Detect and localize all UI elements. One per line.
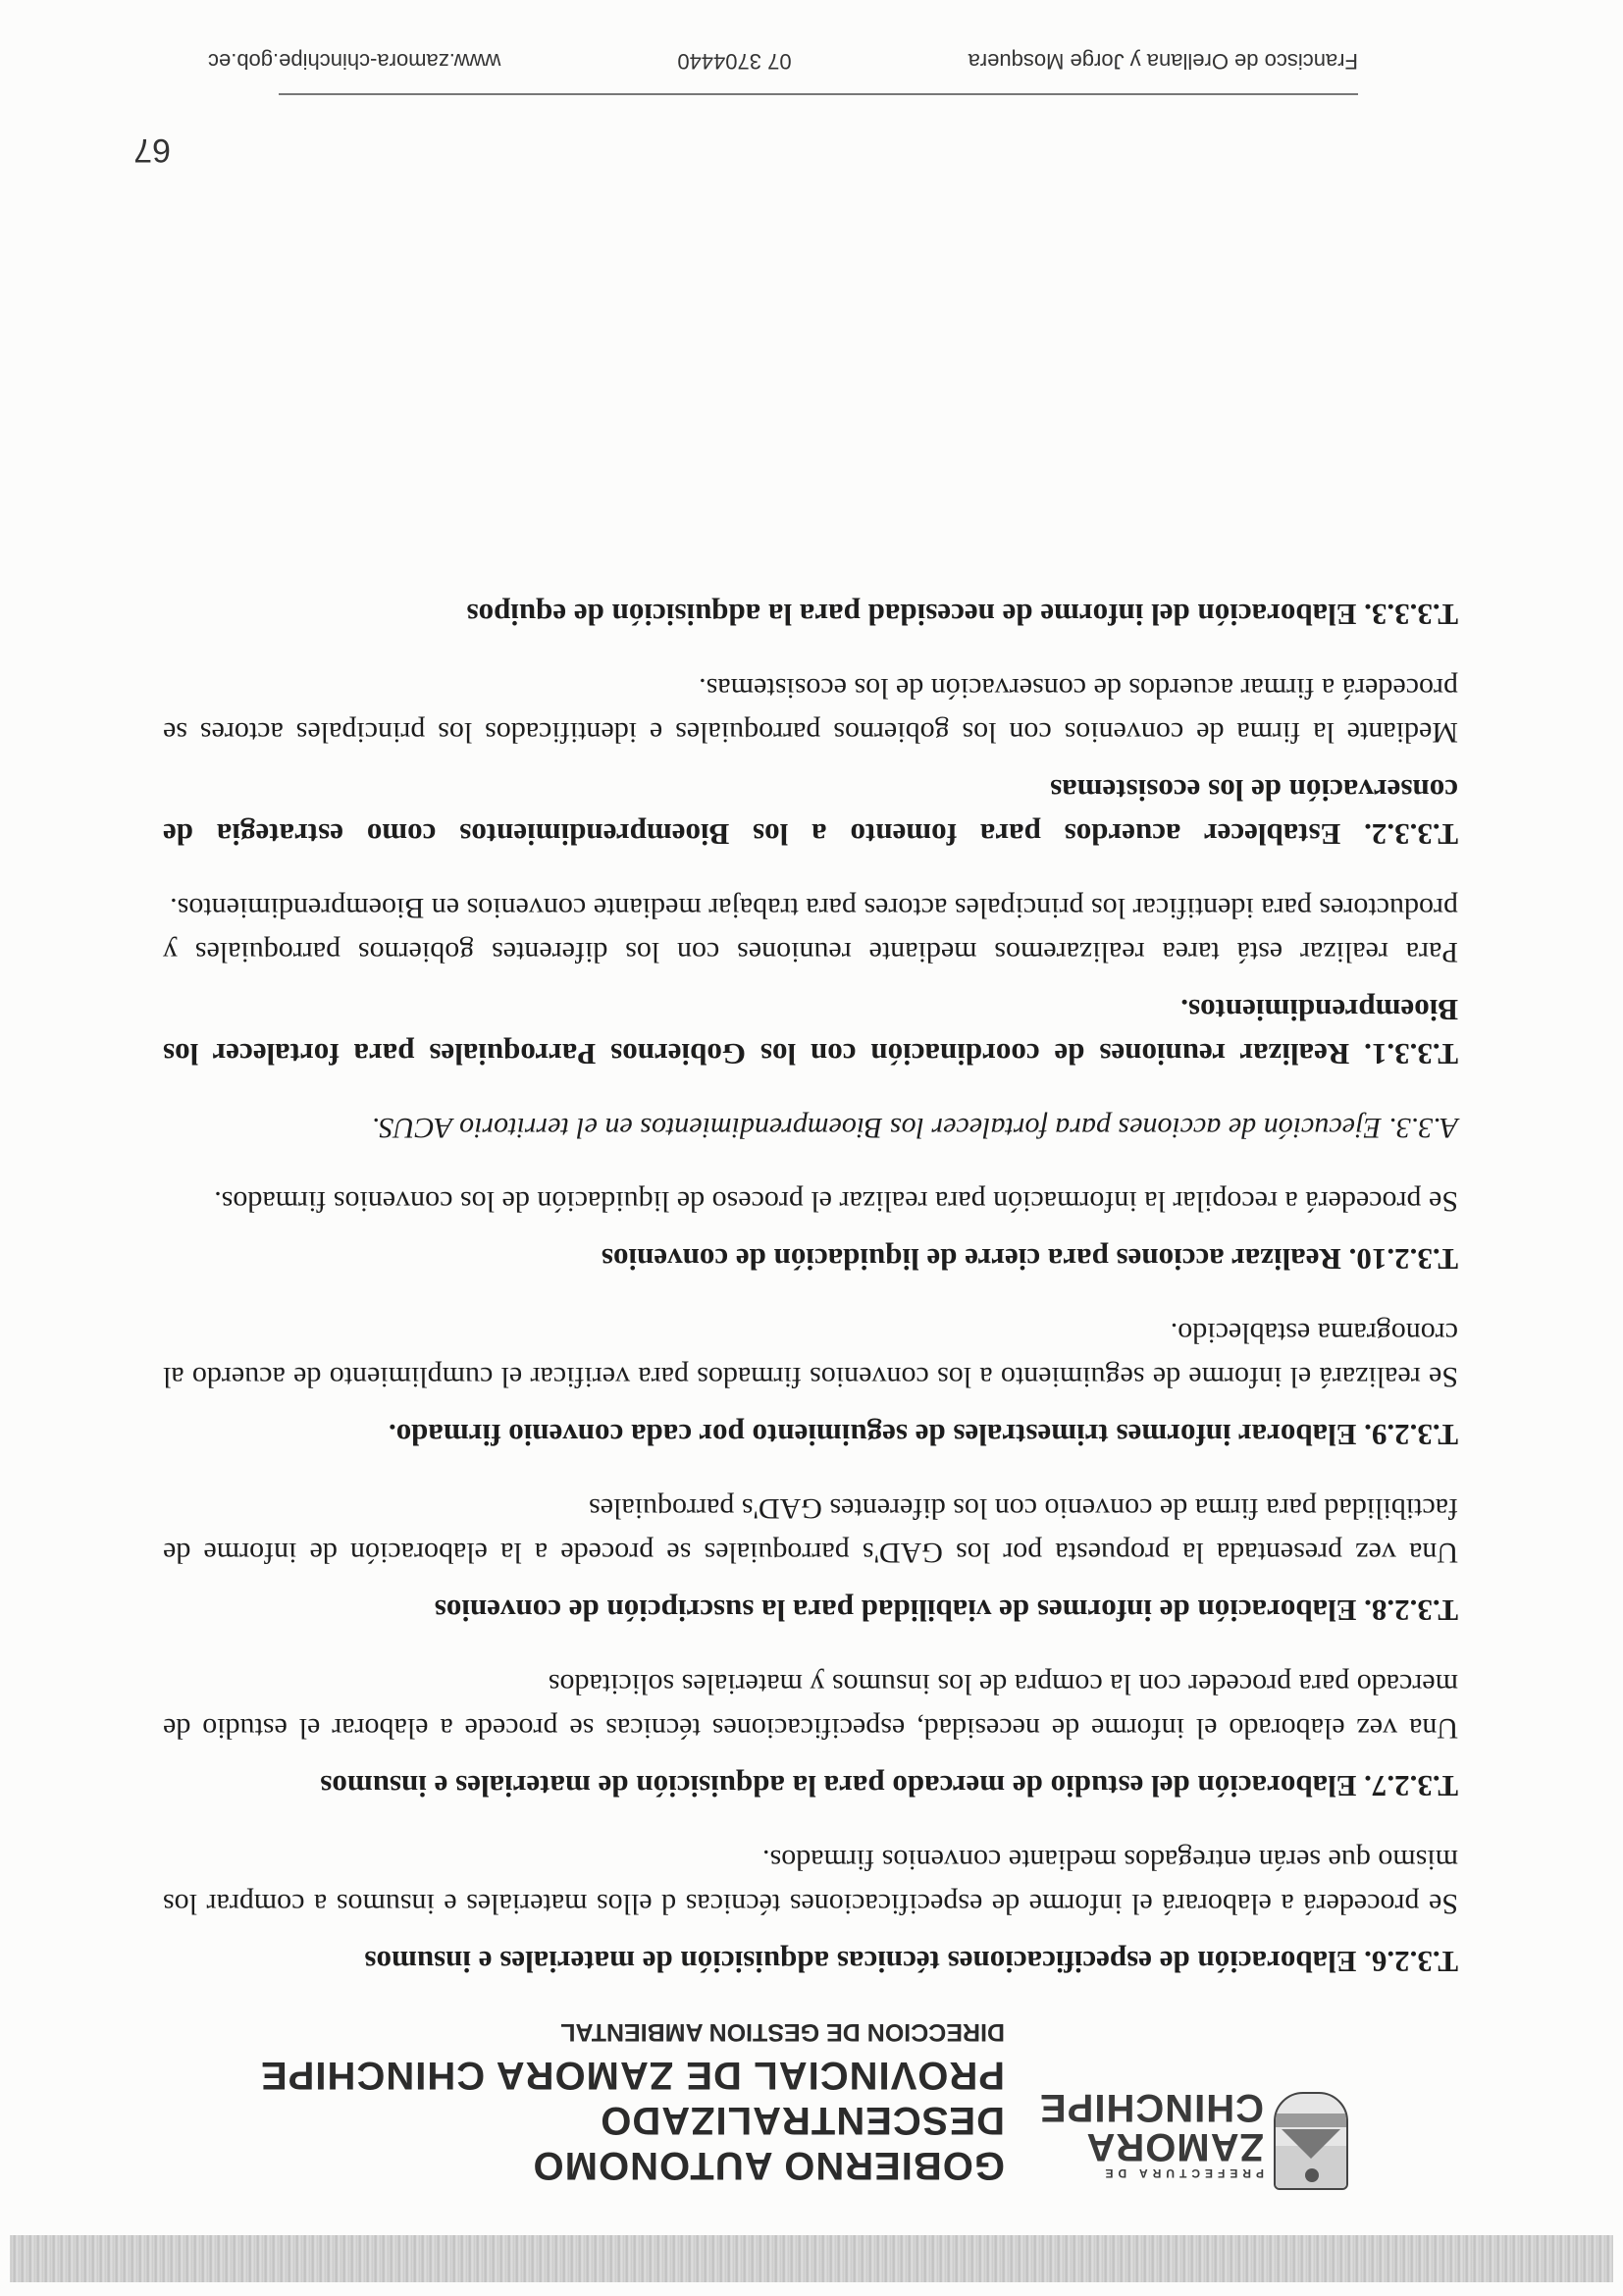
section-body: Se procederá a elaborará el informe de especificaciones técnicas d ellos materiales e insumos a comprar los mismo que serán entregados mediante convenios firmados. <box>163 1844 1458 1920</box>
scan-edge-strip <box>10 2235 1613 2282</box>
section-heading: T.3.2.10. Realizar acciones para cierre de liquidación de convenios <box>601 1242 1458 1277</box>
logo-river <box>1276 2113 1346 2127</box>
section-body: Mediante la firma de convenios con los gobiernos parroquiales e identificados los principales actores se procederá a firmar acuerdos de conservación de los ecosistemas. <box>163 672 1458 749</box>
letterhead <box>0 2018 1623 2219</box>
logo-mountain <box>1282 2129 1340 2159</box>
section-heading: T.3.2.9. Elaborar informes trimestrales de seguimiento por cada convenio firmado. <box>388 1418 1458 1452</box>
activity-title: A.3.3. Ejecución de acciones para fortalecer los Bioemprendimientos en el territorio ACUS. <box>371 1112 1458 1144</box>
prefecture-shield-logo <box>1274 2092 1348 2190</box>
page-number: 67 <box>133 131 171 169</box>
section-heading: T.3.2.6. Elaboración de especificaciones técnicas adquisición de materiales e insumos <box>364 1945 1458 1979</box>
section-heading: T.3.3.2. Establecer acuerdos para fomento a los Bioemprendimientos como estrategia de conservación de los ecosistemas <box>163 773 1458 852</box>
brand-line2: CHINCHIPE <box>1038 2086 1264 2129</box>
section-heading: T.3.3.1. Realizar reuniones de coordinación con los Gobiernos Parroquiales para fortalecer los Bioemprendimientos. <box>163 993 1458 1071</box>
document-body <box>163 593 1458 1984</box>
section-body: Una vez elaborado el informe de necesidad, especificaciones técnicas se procede a elaborar el estudio de mercado para proceder con la compra de los insumos y materiales solicitados <box>163 1668 1458 1745</box>
logo-sun <box>1305 2168 1319 2182</box>
government-title <box>122 2015 1005 2188</box>
footer-website: www.zamora-chinchipe.gob.ec <box>207 49 501 74</box>
gov-line3: DIRECCION DE GESTION AMBIENTAL <box>560 2018 1005 2046</box>
footer-address: Francisco de Orellana y Jorge Mosquera <box>968 49 1358 74</box>
section-heading: T.3.3.3. Elaboración del informe de necesidad para la adquisición de equipos <box>466 598 1458 632</box>
brand-line1: ZAMORA <box>1085 2125 1264 2168</box>
footer-phone: 07 3704440 <box>677 49 792 74</box>
page-footer <box>207 41 1358 80</box>
section-heading: T.3.2.8. Elaboración de informes de viabilidad para la suscripción de convenios <box>434 1593 1458 1628</box>
section-body: Una vez presentada la propuesta por los GAD's parroquiales se procede a la elaboración de informe de factibilidad para firma de convenio con los diferentes GAD's parroquiales <box>163 1492 1458 1569</box>
section-heading: T.3.2.7. Elaboración del estudio de mercado para la adquisición de materiales e insumos <box>320 1769 1458 1803</box>
footer-divider <box>279 93 1358 95</box>
prefecture-brand <box>1028 2088 1264 2180</box>
section-body: Se realizará el informe de seguimiento a los convenios firmados para verificar el cumplimiento de acuerdo al cronograma establecido. <box>163 1317 1458 1393</box>
section-body: Para realizar está tarea realizaremos mediante reuniones con los diferentes gobiernos parroquiales y productores para identificar los principales actores para trabajar mediante convenios en Bioemprendimientos. <box>163 892 1458 968</box>
gov-line2: PROVINCIAL DE ZAMORA CHINCHIPE <box>260 2054 1005 2097</box>
section-body: Se procederá a recopilar la información para realizar el proceso de liquidación de los convenios firmados. <box>214 1185 1458 1218</box>
gov-line1: GOBIERNO AUTONOMO DESCENTRALIZADO <box>532 2099 1005 2187</box>
brand-pre: PREFECTURA DE <box>1100 2166 1264 2180</box>
